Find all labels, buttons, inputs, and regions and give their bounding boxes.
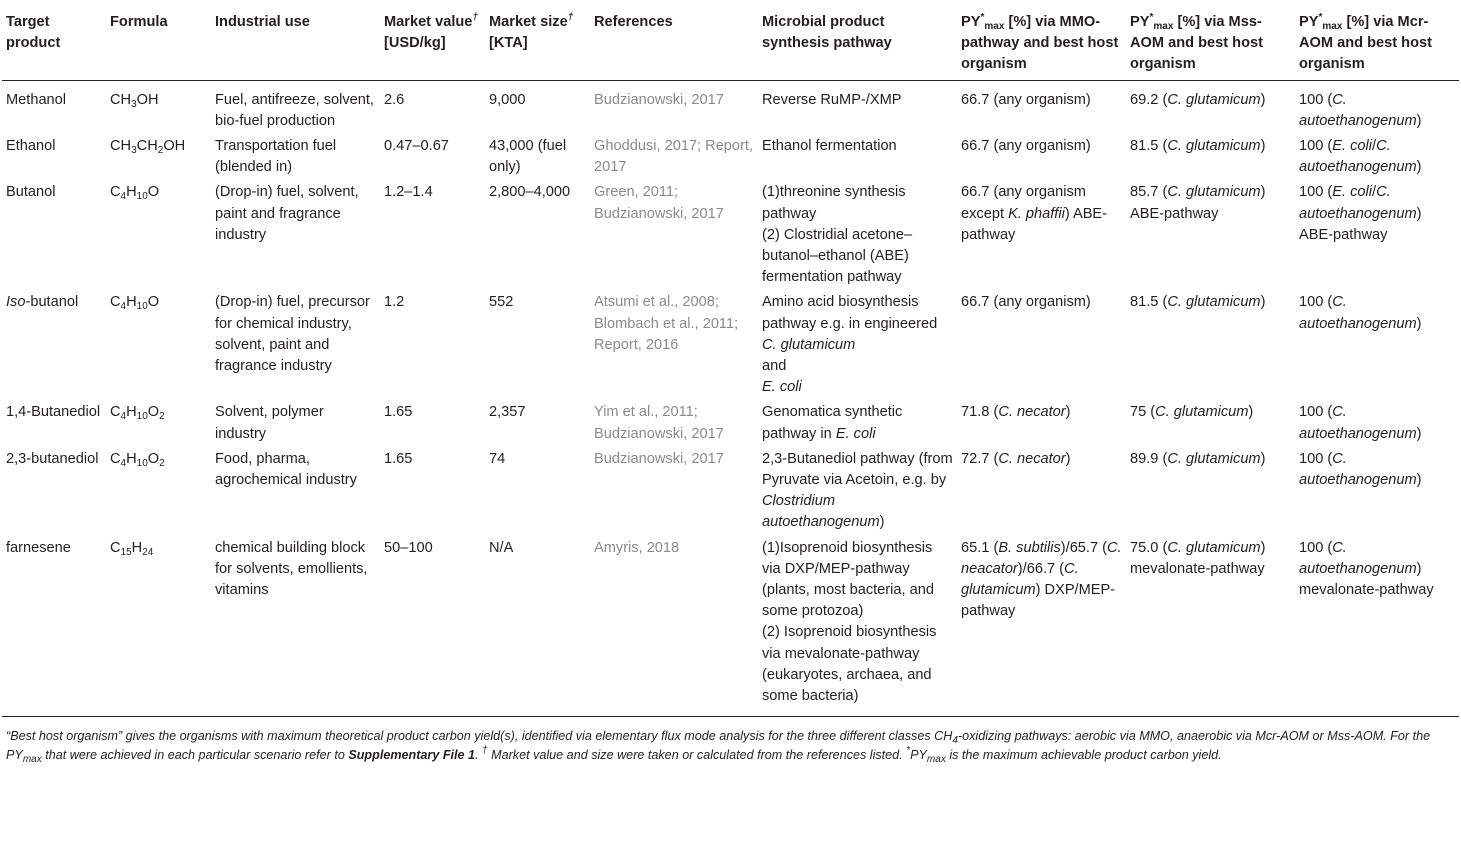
header-references: References [590, 0, 758, 80]
header-py-mcr: $PY^*_{max}$ [%] via Mcr-AOM and best host organism [1295, 0, 1459, 80]
cell-references: Amyris, 2018 [590, 534, 758, 717]
header-formula: Formula [106, 0, 211, 80]
cell-py-mcr: 100 (C. autoethanogenum) mevalonate-pathway [1295, 534, 1459, 717]
cell-py-mss: 75.0 (C. glutamicum) mevalonate-pathway [1126, 534, 1295, 717]
cell-formula: $C_4H_{10}O_2$ [110, 450, 165, 469]
header-py-mss: $PY^*_{max}$ [%] via Mss-AOM and best host organism [1126, 0, 1295, 80]
table-row [2, 288, 1459, 398]
cell-target-product: 2,3-butanediol [6, 450, 99, 467]
cell-py-mcr: 100 (C. autoethanogenum) [1299, 450, 1422, 489]
cell-py-mmo: 71.8 (C. necator) [961, 404, 1071, 421]
cell-target-product: Ethanol [6, 138, 56, 155]
cell-py-mcr: 100 (C. autoethanogenum) [1299, 91, 1422, 129]
table-row [2, 445, 1459, 534]
cell-py-mmo: 66.7 (any organism except K. phaffii) ABE-pathway [961, 184, 1108, 243]
cell-references: Ghoddusi, 2017; Report, 2017 [594, 138, 754, 176]
cell-py-mcr: 100 (E. coli/C. autoethanogenum) [1299, 138, 1422, 176]
cell-market-value: 2.6 [384, 91, 405, 108]
header-py-mmo: $PY^*_{max}$ [%] via MMO-pathway and best host organism [957, 0, 1126, 80]
header-row [2, 0, 1459, 80]
table-footnote: “Best host organism” gives the organisms with maximum theoretical product carbon yield(s), identified via elementary flux mode analysis for the three different classes $CH_4$-oxidizing pathways: aerobic via MMO, anaerobic via Mcr-AOM or Mss-AOM. For the $PY_{max}$ that were achieved in each particular scenario refer to Supplementary File 1. † Market value and size were taken or calculated from the references listed. $^*PY_{max}$ is the maximum achievable product carbon yield. [6, 729, 1431, 766]
cell-industrial-use: chemical building block for solvents, emollients, vitamins [211, 534, 380, 717]
cell-references: Budzianowski, 2017 [594, 450, 724, 467]
cell-pathway: Genomatica synthetic pathway in E. coli [762, 404, 903, 442]
cell-industrial-use: Transportation fuel (blended in) [215, 138, 337, 176]
cell-market-value: 1.2 [384, 294, 405, 311]
cell-market-size: 74 [489, 450, 506, 467]
cell-py-mss: 81.5 (C. glutamicum) [1130, 138, 1266, 155]
cell-target-product: 1,4-Butanediol [6, 404, 101, 421]
cell-formula: $CH_3OH$ [110, 91, 159, 110]
cell-pathway: Amino acid biosynthesis pathway e.g. in engineered C. glutamicum and E. coli [762, 294, 938, 396]
cell-formula: $C_{15}H_{24}$ [106, 534, 211, 717]
cell-target-product: Methanol [6, 91, 67, 108]
cell-py-mcr: 100 (C. autoethanogenum) [1299, 294, 1422, 332]
cell-target-product: Butanol [6, 184, 56, 201]
cell-references: Budzianowski, 2017 [594, 91, 724, 108]
cell-pathway: (1)threonine synthesis pathway (2) Clostridial acetone–butanol–ethanol (ABE) fermentation pathway [762, 184, 913, 286]
cell-market-value: 1.65 [384, 450, 413, 467]
header-market-size: Market size† [KTA] [485, 0, 590, 80]
cell-market-size: 2,357 [489, 404, 526, 421]
cell-formula: $C_4H_{10}O$ [110, 184, 160, 203]
table-row [2, 398, 1459, 444]
cell-market-value: 0.47–0.67 [384, 138, 449, 155]
cell-pathway: Ethanol fermentation [762, 138, 897, 155]
cell-pathway: Reverse RuMP-/XMP [762, 91, 902, 108]
header-pathway: Microbial product synthesis pathway [758, 0, 957, 80]
cell-py-mss: 69.2 (C. glutamicum) [1130, 91, 1266, 108]
cell-formula: $C_4H_{10}O_2$ [110, 404, 165, 423]
cell-py-mss: 85.7 (C. glutamicum) ABE-pathway [1130, 184, 1266, 222]
table-row [2, 132, 1459, 178]
cell-py-mss: 89.9 (C. glutamicum) [1130, 450, 1266, 467]
cell-pathway: 2,3-Butanediol pathway (from Pyruvate via Acetoin, e.g. by Clostridium autoethanogenum) [762, 450, 953, 531]
cell-target-product: farnesene [2, 534, 106, 717]
cell-py-mmo: 66.7 (any organism) [961, 294, 1091, 311]
cell-industrial-use: Fuel, antifreeze, solvent, bio-fuel production [215, 91, 374, 129]
header-market-value: Market value† [USD/kg] [380, 0, 485, 80]
cell-market-size: N/A [485, 534, 590, 717]
cell-py-mmo: 72.7 (C. necator) [961, 450, 1071, 467]
cell-target-product: Iso-butanol [6, 294, 79, 311]
cell-py-mmo: 66.7 (any organism) [961, 138, 1091, 155]
cell-references: Yim et al., 2011; Budzianowski, 2017 [594, 404, 724, 442]
cell-market-value: 50–100 [380, 534, 485, 717]
cell-industrial-use: Solvent, polymer industry [215, 404, 324, 442]
cell-market-value: 1.2–1.4 [384, 184, 433, 201]
cell-industrial-use: (Drop-in) fuel, precursor for chemical industry, solvent, paint and fragrance industry [215, 294, 370, 375]
cell-market-size: 43,000 (fuel only) [489, 138, 567, 176]
cell-py-mcr: 100 (C. autoethanogenum) [1299, 404, 1422, 442]
header-industrial-use: Industrial use [211, 0, 380, 80]
cell-market-value: 1.65 [384, 404, 413, 421]
cell-pathway: (1)Isoprenoid biosynthesis via DXP/MEP-pathway (plants, most bacteria, and some protozoa) (2) Isoprenoid biosynthesis via mevalonate-pathway (eukaryotes, archaea, and some bacteria) [758, 534, 957, 717]
table-row [2, 178, 1459, 288]
table-row [2, 534, 1459, 717]
cell-industrial-use: (Drop-in) fuel, solvent, paint and fragrance industry [215, 184, 359, 243]
cell-py-mss: 81.5 (C. glutamicum) [1130, 294, 1266, 311]
cell-market-size: 9,000 [489, 91, 526, 108]
cell-py-mmo: 66.7 (any organism) [961, 91, 1091, 108]
cell-industrial-use: Food, pharma, agrochemical industry [215, 450, 357, 489]
cell-references: Atsumi et al., 2008; Blombach et al., 2011; Report, 2016 [594, 294, 739, 353]
cell-formula: $CH_3CH_2OH$ [110, 138, 186, 157]
cell-py-mcr: 100 (E. coli/C. autoethanogenum) ABE-pathway [1299, 184, 1422, 243]
header-target: Target product [2, 0, 106, 80]
cell-formula: $C_4H_{10}O$ [110, 294, 160, 313]
product-table [2, 0, 1459, 717]
cell-references: Green, 2011; Budzianowski, 2017 [594, 184, 724, 222]
cell-py-mmo: 65.1 (B. subtilis)/65.7 (C. neacator)/66.7 (C. glutamicum) DXP/MEP-pathway [957, 534, 1126, 717]
cell-market-size: 2,800–4,000 [489, 184, 571, 201]
cell-py-mss: 75 (C. glutamicum) [1130, 404, 1254, 421]
cell-market-size: 552 [489, 294, 514, 311]
table-row [2, 80, 1459, 132]
